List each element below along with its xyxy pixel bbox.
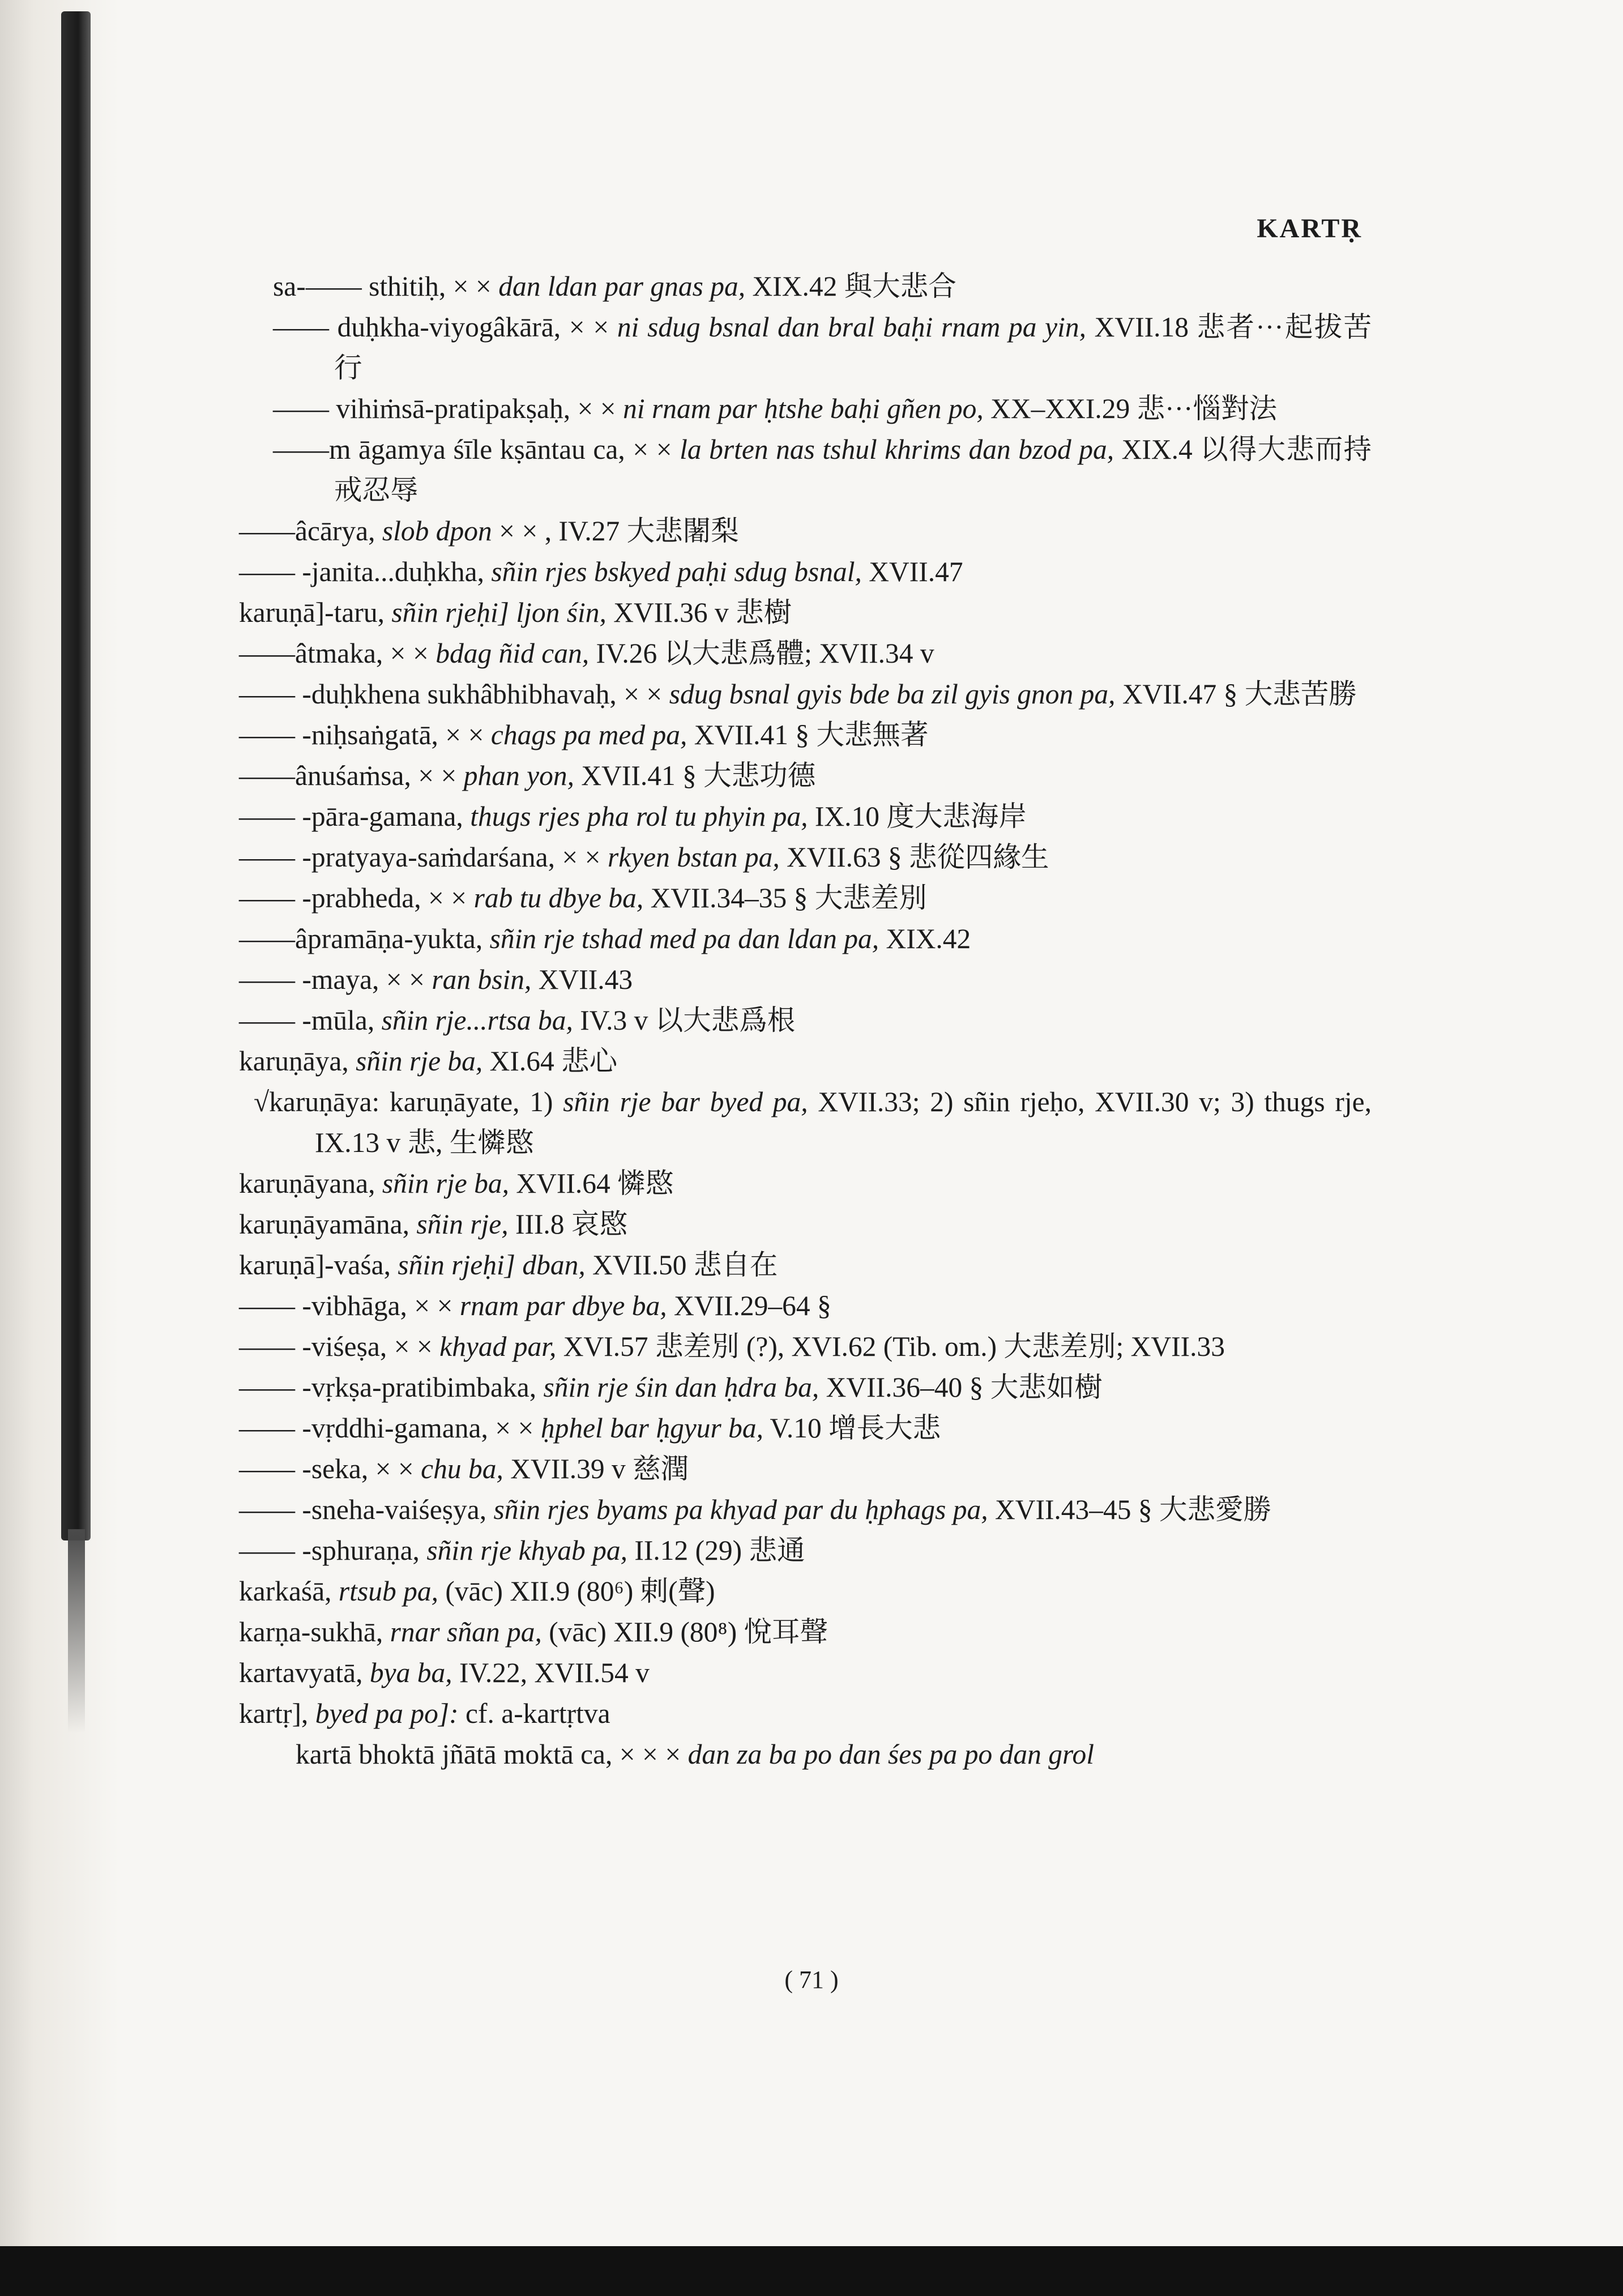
entry-tib: rkyen bstan pa, <box>607 842 780 873</box>
entry-text: ——âtmaka, × × <box>239 638 436 669</box>
dictionary-entry <box>239 674 1372 715</box>
dictionary-entry <box>239 1693 1372 1734</box>
entry-tib: rtsub pa, <box>338 1576 438 1607</box>
entry-ref: XX–XXI.29 悲···惱對法 <box>983 393 1278 424</box>
entry-text: —— -vibhāga, × × <box>239 1290 460 1321</box>
entry-ref: XVII.43 <box>531 964 633 995</box>
entry-ref: (vāc) XII.9 (80⁶) 剌(聲) <box>438 1576 715 1607</box>
dictionary-entry <box>273 389 1372 429</box>
entry-text: kartā bhoktā jñātā moktā ca, × × × <box>296 1739 688 1770</box>
dictionary-entry <box>239 715 1372 756</box>
binding-edge-tail <box>68 1529 85 1733</box>
entry-text: —— -viśeṣa, × × <box>239 1331 440 1362</box>
entry-tib: la brten nas tshul khrims dan bzod pa, <box>680 434 1114 465</box>
entry-tib: sñin rjeḥi] dban, <box>398 1249 586 1281</box>
dictionary-entry <box>239 1449 1372 1490</box>
entry-tib: sdug bsnal gyis bde ba zil gyis gnon pa, <box>669 678 1116 710</box>
entry-ref: XVII.33; 2) sñin rjeḥo, XVII.30 v; 3) thugs rje, IX.13 v 悲, 生憐愍 <box>315 1086 1372 1158</box>
entry-text: karkaśā, <box>239 1576 339 1607</box>
entry-tib: rnar sñan pa, <box>390 1616 542 1648</box>
entry-text: karuṇā]-vaśa, <box>239 1249 398 1281</box>
entry-ref: XVII.34–35 § 大悲差別 <box>643 882 927 914</box>
dictionary-entries <box>239 266 1372 1775</box>
dictionary-entry <box>239 1163 1372 1204</box>
entry-tib: chags pa med pa, <box>490 719 687 750</box>
entry-text: —— -niḥsaṅgatā, × × <box>239 719 491 750</box>
entry-tib: dan za ba po dan śes pa po dan grol <box>687 1739 1094 1770</box>
entry-text: —— -vṛddhi-gamana, × × <box>239 1412 541 1444</box>
entry-tib: slob dpon <box>382 515 492 547</box>
entry-ref: IV.26 以大悲爲體; XVII.34 v <box>589 638 934 669</box>
dictionary-entry <box>239 919 1372 959</box>
entry-text: —— -pāra-gamana, <box>239 801 471 832</box>
book-spine-shadow <box>0 0 119 2296</box>
entry-ref: XI.64 悲心 <box>482 1045 618 1077</box>
entry-tib: ni rnam par ḥtshe baḥi gñen po, <box>623 393 984 424</box>
dictionary-entry <box>239 1612 1372 1653</box>
entry-ref: II.12 (29) 悲通 <box>627 1535 805 1566</box>
entry-ref: XVII.41 § 大悲功德 <box>574 760 816 791</box>
dictionary-entry <box>239 1490 1372 1530</box>
scan-bottom-border <box>0 2246 1623 2296</box>
entry-tib: khyad par, <box>439 1331 557 1362</box>
entry-tib: sñin rje khyab pa, <box>426 1535 628 1566</box>
entry-ref: × × , IV.27 大悲闍梨 <box>492 515 739 547</box>
entry-text: sa-—— sthitiḥ, × × <box>273 271 499 302</box>
dictionary-entry <box>239 1367 1372 1408</box>
dictionary-entry <box>239 1571 1372 1612</box>
dictionary-entry <box>273 307 1372 389</box>
entry-tib: ḥphel bar ḥgyur ba, <box>540 1412 764 1444</box>
entry-tib: sñin rje bar byed pa, <box>563 1086 808 1117</box>
dictionary-entry <box>239 796 1372 837</box>
dictionary-entry <box>239 1408 1372 1449</box>
dictionary-entry <box>239 1326 1372 1367</box>
entry-tib: sñin rjeḥi] ljon śin, <box>391 597 607 628</box>
entry-text: —— -prabheda, × × <box>239 882 474 914</box>
entry-text: kartṛ], <box>239 1698 315 1729</box>
dictionary-entry <box>239 552 1372 592</box>
entry-ref: XVII.43–45 § 大悲愛勝 <box>988 1494 1272 1525</box>
entry-tib: dan ldan par gnas pa, <box>498 271 746 302</box>
entry-ref: XVI.57 悲差別 (?), XVI.62 (Tib. om.) 大悲差別; XVII.33 <box>556 1331 1225 1362</box>
entry-tib: sñin rje śin dan ḥdra ba, <box>543 1372 819 1403</box>
entry-ref: XVII.36 v 悲樹 <box>606 597 792 628</box>
entry-ref: IX.10 度大悲海岸 <box>808 801 1027 832</box>
entry-text: karuṇāya, <box>239 1045 356 1077</box>
entry-text: karuṇā]-taru, <box>239 597 392 628</box>
entry-text: —— -pratyaya-saṁdarśana, × × <box>239 842 608 873</box>
dictionary-entry <box>239 1286 1372 1326</box>
entry-ref: III.8 哀愍 <box>508 1209 627 1240</box>
dictionary-entry <box>239 1204 1372 1245</box>
entry-text: —— -sphuraṇa, <box>239 1535 427 1566</box>
entry-tib: bdag ñid can, <box>435 638 590 669</box>
entry-text: karuṇāyamāna, <box>239 1209 417 1240</box>
entry-ref: IV.3 v 以大悲爲根 <box>573 1005 796 1036</box>
entry-text: —— -sneha-vaiśeṣya, <box>239 1494 494 1525</box>
entry-text: —— -maya, × × <box>239 964 432 995</box>
dictionary-entry <box>239 1530 1372 1571</box>
entry-text: karuṇāyana, <box>239 1168 382 1199</box>
entry-tib: ran bsin, <box>432 964 532 995</box>
entry-ref: cf. a-kartṛtva <box>458 1698 610 1729</box>
running-head: KARTṚ <box>1257 214 1363 244</box>
dictionary-entry <box>239 878 1372 919</box>
entry-tib: rnam par dbye ba, <box>459 1290 667 1321</box>
entry-tib: bya ba, <box>369 1657 452 1688</box>
entry-ref: XVII.36–40 § 大悲如樹 <box>819 1372 1103 1403</box>
entry-ref: XVII.47 <box>861 556 963 587</box>
entry-text: karṇa-sukhā, <box>239 1616 390 1648</box>
entry-ref: XVII.18 悲者···起拔苦行 <box>334 311 1372 383</box>
entry-tib: byed pa po]: <box>315 1698 459 1729</box>
entry-ref: XIX.42 與大悲合 <box>745 271 956 302</box>
entry-text: ——âcārya, <box>239 515 382 547</box>
entry-tib: sñin rjes bskyed paḥi sdug bsnal, <box>491 556 862 587</box>
entry-text: kartavyatā, <box>239 1657 370 1688</box>
entry-tib: sñin rje tshad med pa dan ldan pa, <box>489 923 879 954</box>
entry-text: —— -janita...duḥkha, <box>239 556 492 587</box>
dictionary-entry <box>296 1734 1372 1775</box>
binding-edge <box>61 11 91 1540</box>
entry-ref: XVII.50 悲自在 <box>585 1249 778 1281</box>
dictionary-entry <box>239 1041 1372 1082</box>
entry-ref: XVII.64 憐愍 <box>509 1168 674 1199</box>
dictionary-entry <box>239 756 1372 796</box>
entry-text: —— -duḥkhena sukhâbhibhavaḥ, × × <box>239 678 669 710</box>
dictionary-entry <box>273 266 1372 307</box>
dictionary-entry <box>239 511 1372 552</box>
entry-ref: XIX.4 以得大悲而持戒忍辱 <box>334 434 1372 506</box>
entry-text: ——ânuśaṁsa, × × <box>239 760 464 791</box>
entry-tib: sñin rje ba, <box>382 1168 510 1199</box>
dictionary-entry <box>239 633 1372 674</box>
dictionary-entry <box>254 1082 1372 1163</box>
entry-ref: XIX.42 <box>879 923 971 954</box>
entry-text: —— duḥkha-viyogâkārā, × × <box>273 311 617 343</box>
dictionary-entry <box>239 1653 1372 1693</box>
entry-tib: sñin rje ba, <box>356 1045 483 1077</box>
entry-tib: sñin rje, <box>416 1209 509 1240</box>
entry-text: √karuṇāya: karuṇāyate, 1) <box>254 1086 563 1117</box>
dictionary-entry <box>239 959 1372 1000</box>
entry-tib: sñin rje...rtsa ba, <box>381 1005 573 1036</box>
entry-tib: phan yon, <box>463 760 575 791</box>
entry-ref: IV.22, XVII.54 v <box>452 1657 650 1688</box>
entry-text: —— -seka, × × <box>239 1453 421 1484</box>
entry-tib: thugs rjes pha rol tu phyin pa, <box>470 801 808 832</box>
dictionary-entry <box>273 429 1372 511</box>
entry-ref: XVII.47 § 大悲苦勝 <box>1115 678 1357 710</box>
entry-ref: XVII.39 v 慈潤 <box>503 1453 689 1484</box>
dictionary-entry <box>239 592 1372 633</box>
entry-text: ——m āgamya śīle kṣāntau ca, × × <box>273 434 680 465</box>
entry-ref: XVII.63 § 悲從四緣生 <box>779 842 1049 873</box>
entry-tib: sñin rjes byams pa khyad par du ḥphags pa, <box>493 1494 988 1525</box>
entry-tib: rab tu dbye ba, <box>473 882 644 914</box>
entry-tib: ni sdug bsnal dan bral baḥi rnam pa yin, <box>617 311 1087 343</box>
entry-ref: V.10 增長大悲 <box>763 1412 941 1444</box>
entry-ref: XVII.41 § 大悲無著 <box>687 719 929 750</box>
dictionary-entry <box>239 837 1372 878</box>
entry-ref: (vāc) XII.9 (80⁸) 悅耳聲 <box>541 1616 828 1648</box>
dictionary-entry <box>239 1245 1372 1286</box>
dictionary-entry <box>239 1000 1372 1041</box>
entry-text: —— vihiṁsā-pratipakṣaḥ, × × <box>273 393 623 424</box>
entry-text: —— -vṛkṣa-pratibimbaka, <box>239 1372 544 1403</box>
page-number: ( 71 ) <box>784 1966 839 1994</box>
entry-tib: chu ba, <box>421 1453 503 1484</box>
entry-text: —— -mūla, <box>239 1005 382 1036</box>
entry-text: ——âpramāṇa-yukta, <box>239 923 490 954</box>
entry-ref: XVII.29–64 § <box>667 1290 831 1321</box>
